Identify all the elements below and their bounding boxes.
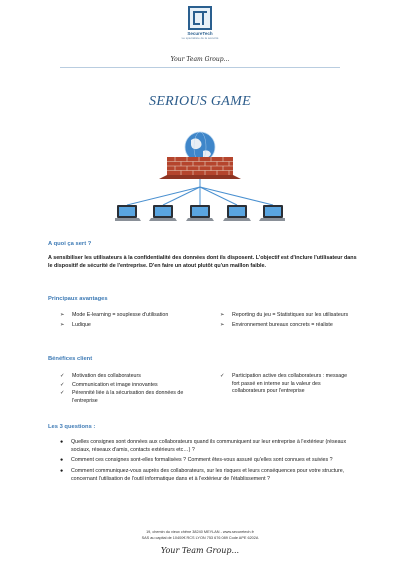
check-icon: ✓ (60, 381, 65, 388)
logo-mark-icon (188, 6, 212, 30)
benefits-left-column (60, 373, 195, 407)
section-benefits-heading (48, 355, 368, 363)
footer-address: 19, chemin du vieux chêne 38240 MEYLAN - www.securetech.fr (146, 530, 254, 534)
list-item: ✓ Pérennité liée à la sécurisation des données de l'entreprise (60, 390, 184, 405)
questions-heading: Les 3 questions : (48, 424, 96, 430)
check-icon: ✓ (220, 373, 225, 379)
page-footer (0, 530, 400, 541)
list-item: ✓ Motivation des collaborateurs (60, 373, 141, 379)
arrow-bullet-icon: ➢ (220, 312, 225, 318)
advantages-right-column (220, 312, 355, 330)
network-illustration (115, 123, 285, 228)
logo-subtitle: Le spécialiste de la sécurité (181, 36, 219, 40)
list-item: ● Comment ces consignes sont-elles formalisées ? Comment êtes-vous assuré qu'elles sont connues et suivies ? (60, 457, 333, 464)
section-purpose-heading (48, 240, 368, 248)
advantages-left-column (60, 312, 195, 330)
arrow-bullet-icon: ➢ (60, 312, 65, 318)
advantages-heading: Principaux avantages (48, 296, 108, 302)
purpose-text: A sensibiliser les utilisateurs à la confidentialité des données dont ils disposent. L'objectif est d'inclure l'utilisateur dans le dispositif de sécurité de l'entreprise. D'en faire un atout plutôt qu'un maillon faible. (48, 255, 357, 270)
questions-list (60, 438, 360, 485)
bullet-icon: ● (60, 467, 64, 474)
section-advantages-heading (48, 295, 368, 303)
list-item: ✓ Communication et image innovantes (60, 381, 158, 388)
bullet-icon: ● (60, 439, 64, 445)
list-item: ● Quelles consignes sont données aux collaborateurs quand ils communiquent sur leur entreprise à l'extérieur (réseaux sociaux, réseaux d'amis, contacts extérieurs etc…) ? (60, 439, 347, 454)
list-item: ➢ Environnement bureaux concrets = réaliste (220, 321, 333, 328)
arrow-bullet-icon: ➢ (220, 321, 225, 328)
footer-legal: SAS au capital de 10400€ RCS LYON 753 676 089 Code APE 6202A (141, 535, 259, 540)
list-item: ● Comment communiquez-vous auprès des collaborateurs, sur les risques et leurs conséquences pour votre structure, concernant l'utilisation de l'outil informatique dans et à l'extérieur de l'établissement ? (60, 467, 345, 482)
benefits-right-column (220, 373, 355, 397)
bullet-icon: ● (60, 457, 64, 464)
list-item: ➢ Ludique (60, 321, 91, 328)
header-tagline: Your Team Group... (170, 56, 230, 63)
header-divider (60, 67, 340, 68)
laptop-icon (115, 205, 285, 221)
arrow-bullet-icon: ➢ (60, 321, 65, 328)
section-questions-heading (48, 423, 368, 431)
page-title: SERIOUS GAME (149, 94, 251, 109)
network-links (127, 179, 273, 205)
footer-tagline: Your Team Group... (160, 546, 240, 555)
benefits-heading: Bénéfices client (48, 356, 93, 362)
firewall-wall-icon (159, 157, 241, 179)
company-logo (181, 6, 219, 40)
check-icon: ✓ (60, 390, 65, 397)
purpose-heading: A quoi ça sert ? (48, 241, 92, 247)
list-item: ➢ Mode E-learning = souplesse d'utilisation (60, 312, 169, 318)
check-icon: ✓ (60, 373, 65, 379)
list-item: ➢ Reporting du jeu = Statistiques sur les utilisateurs (220, 312, 349, 318)
logo-name: SecureTech (187, 31, 213, 36)
list-item: ✓ Participation active des collaborateurs : message fort passé en interne sur la valeur des collaborateurs pour l'entreprise (220, 373, 348, 395)
